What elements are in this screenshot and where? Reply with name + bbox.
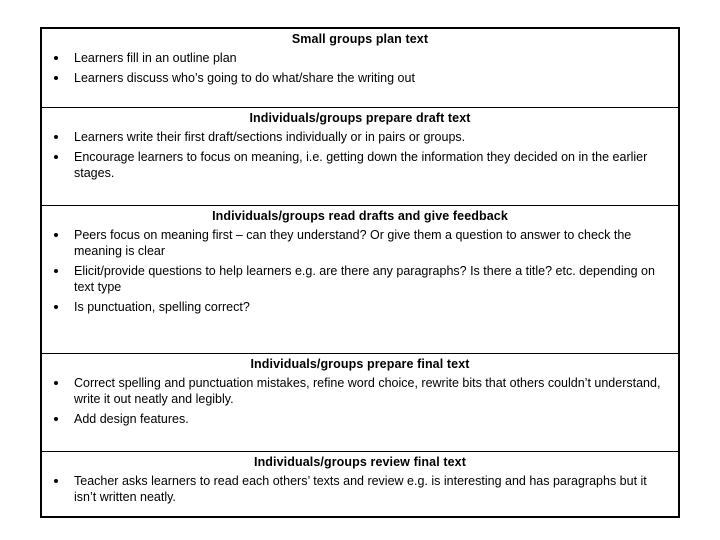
- section-small-groups-plan-text: [42, 29, 678, 108]
- section-read-drafts-feedback: [42, 206, 678, 354]
- section-prepare-final-text: [42, 354, 678, 452]
- bullet-icon: [54, 233, 58, 237]
- list-item: [42, 227, 678, 259]
- bullet-list: [42, 375, 678, 427]
- section-title: Individuals/groups read drafts and give feedback: [212, 209, 508, 223]
- list-item: [42, 263, 678, 295]
- bullet-icon: [54, 269, 58, 273]
- list-item-text: Learners write their first draft/sections individually or in pairs or groups.: [74, 130, 466, 144]
- bullet-list: [42, 473, 678, 505]
- bullet-icon: [54, 417, 58, 421]
- bullet-list: [42, 129, 678, 181]
- list-item: [42, 50, 678, 66]
- bullet-icon: [54, 479, 58, 483]
- section-title: Small groups plan text: [291, 32, 429, 46]
- bullet-list: [42, 227, 678, 315]
- list-item-text: Is punctuation, spelling correct?: [74, 300, 250, 314]
- section-review-final-text: [42, 452, 678, 516]
- list-item: [42, 299, 678, 315]
- list-item: [42, 70, 678, 86]
- section-prepare-draft-text: [42, 108, 678, 206]
- list-item: [42, 375, 678, 407]
- bullet-icon: [54, 381, 58, 385]
- section-title: Individuals/groups prepare final text: [250, 357, 470, 371]
- bullet-list: [42, 50, 678, 86]
- bullet-icon: [54, 135, 58, 139]
- list-item: [42, 129, 678, 145]
- list-item-text: Correct spelling and punctuation mistakes, refine word choice, rewrite bits that others couldn’t understand, write it out neatly and legibly.: [74, 376, 661, 406]
- bullet-icon: [54, 56, 58, 60]
- list-item: [42, 149, 678, 181]
- list-item-text: Add design features.: [74, 412, 189, 426]
- list-item-text: Peers focus on meaning first – can they understand? Or give them a question to answer to check the meaning is clear: [74, 228, 632, 258]
- writing-stages-table: [40, 27, 680, 518]
- list-item-text: Encourage learners to focus on meaning, i.e. getting down the information they decided on in the earlier stages.: [74, 150, 648, 180]
- bullet-icon: [54, 76, 58, 80]
- list-item-text: Teacher asks learners to read each others’ texts and review e.g. is interesting and has paragraphs but it isn’t written neatly.: [74, 474, 647, 504]
- section-title: Individuals/groups review final text: [254, 455, 466, 469]
- list-item-text: Learners fill in an outline plan: [74, 51, 237, 65]
- bullet-icon: [54, 305, 58, 309]
- section-title: Individuals/groups prepare draft text: [249, 111, 471, 125]
- list-item-text: Learners discuss who’s going to do what/share the writing out: [74, 71, 415, 85]
- list-item: [42, 411, 678, 427]
- bullet-icon: [54, 155, 58, 159]
- list-item-text: Elicit/provide questions to help learners e.g. are there any paragraphs? Is there a title? etc. depending on text type: [74, 264, 655, 294]
- list-item: [42, 473, 678, 505]
